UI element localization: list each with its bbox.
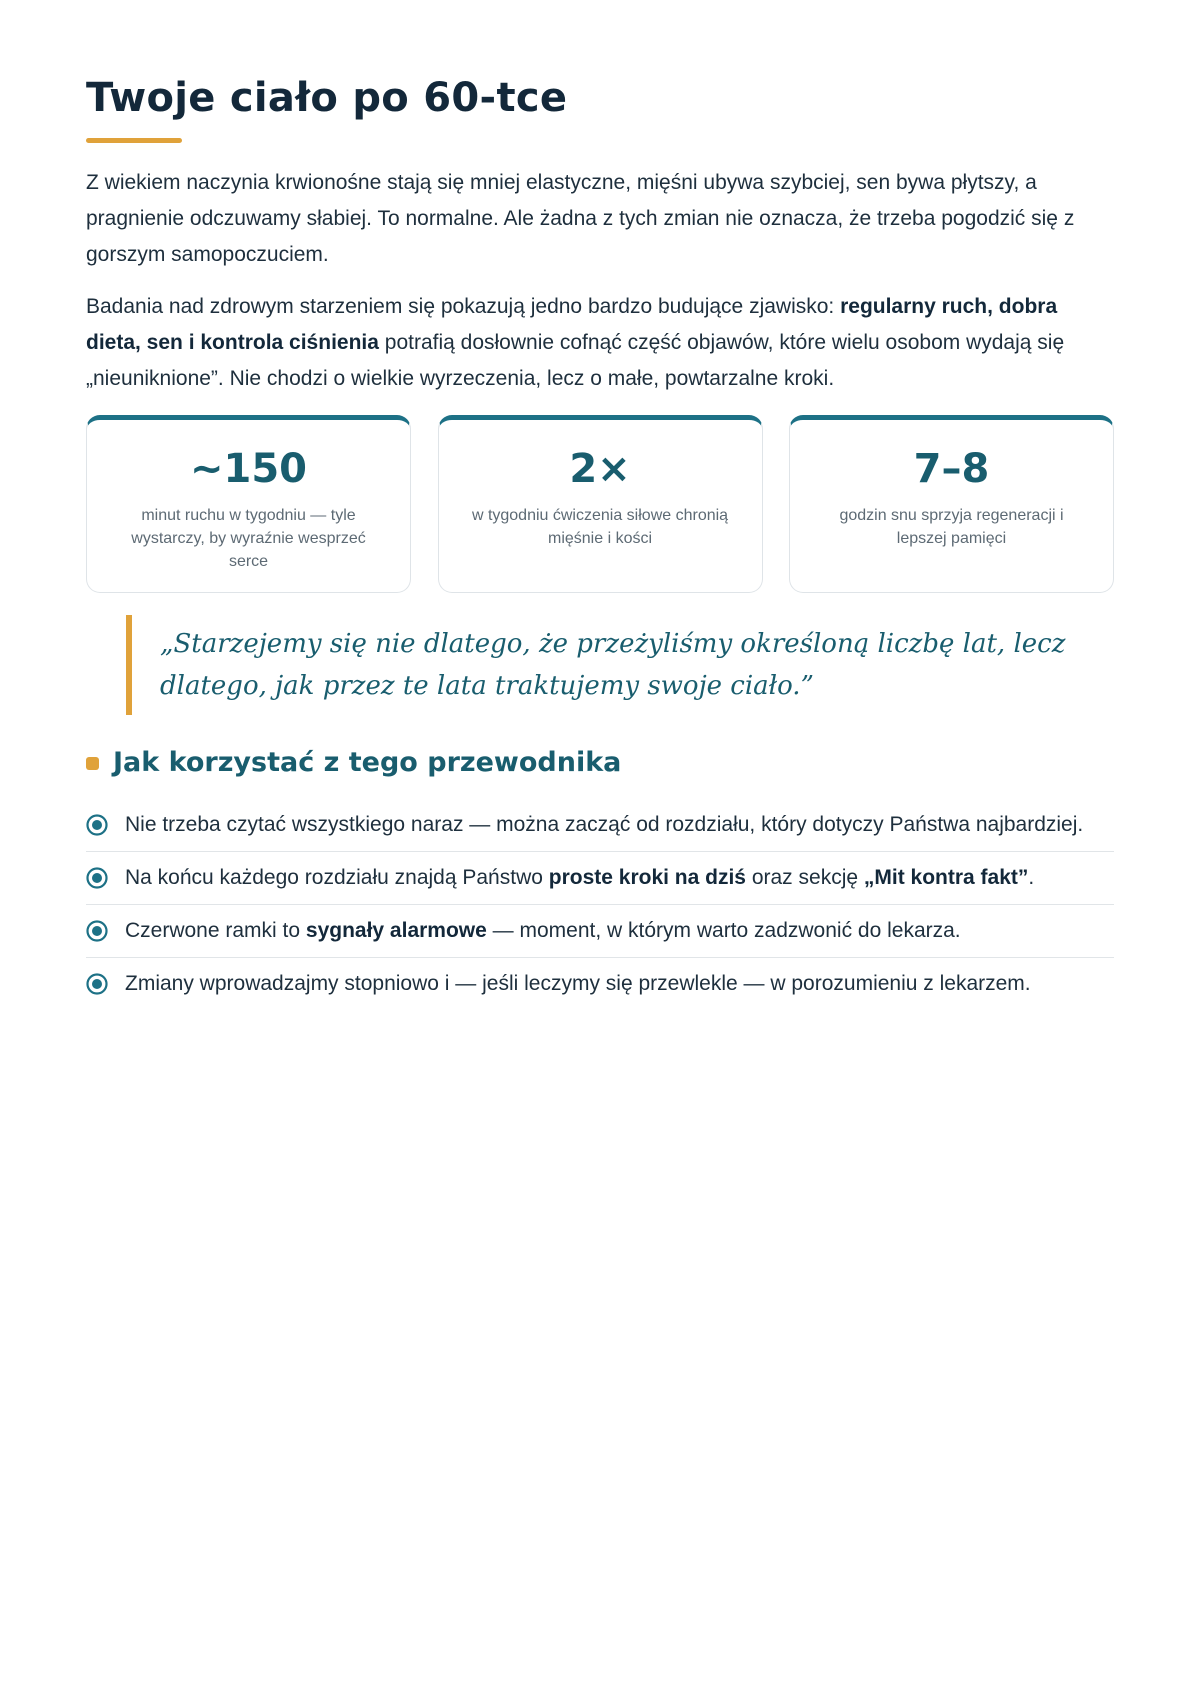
stat-description: minut ruchu w tygodniu — tyle wystarczy, by wyraźnie wesprzeć serce [131, 507, 366, 570]
list-item-text: Czerwone ramki to sygnały alarmowe — moment, w którym warto zadzwonić do lekarza. [125, 919, 961, 942]
stat-description: godzin snu sprzyja regeneracji i lepszej pamięci [839, 507, 1064, 547]
stat-value: ~150 [189, 446, 307, 492]
stat-value: 2× [569, 446, 631, 492]
stat-card [438, 415, 763, 593]
stat-value: 7–8 [913, 446, 990, 492]
list-item-text: Zmiany wprowadzajmy stopniowo i — jeśli leczymy się przewlekle — w porozumieniu z lekarzem. [125, 972, 1031, 995]
stats-row [86, 415, 1114, 593]
list-item [86, 852, 1114, 905]
stat-card [789, 415, 1114, 593]
intro-p2-highlight: regularny ruch, dobra dieta, sen i kontrola ciśnienia [86, 295, 1058, 354]
list-item [86, 799, 1114, 852]
list-item [86, 905, 1114, 958]
square-bullet-icon [86, 757, 99, 770]
section-heading [86, 745, 1114, 781]
list-item-text: Nie trzeba czytać wszystkiego naraz — można zacząć od rozdziału, który dotyczy Państwa najbardziej. [125, 813, 1084, 836]
list-item [86, 958, 1114, 1010]
stat-card [86, 415, 411, 593]
pull-quote: „Starzejemy się nie dlatego, że przeżyliśmy określoną liczbę lat, lecz dlatego, jak przez te lata traktujemy swoje ciało.” [126, 615, 1074, 715]
section-title: Jak korzystać z tego przewodnika [113, 747, 622, 778]
stat-description: w tygodniu ćwiczenia siłowe chronią mięśnie i kości [471, 507, 729, 547]
radio-bullet-icon [86, 920, 108, 942]
intro-paragraph-2 [86, 289, 1114, 397]
list-item-text: Na końcu każdego rozdziału znajdą Państwo proste kroki na dziś oraz sekcję „Mit kontra fakt”. [125, 866, 1035, 889]
guide-list [86, 799, 1114, 1010]
intro-paragraph-1: Z wiekiem naczynia krwionośne stają się mniej elastyczne, mięśni ubywa szybciej, sen bywa płytszy, a pragnienie odczuwamy słabiej. To normalne. Ale żadna z tych zmian nie oznacza, że trzeba pogodzić się z gorszym samopoczuciem. [86, 171, 1075, 266]
radio-bullet-icon [86, 814, 108, 836]
page [86, 0, 1114, 1010]
intro-p2-text-end: potrafią dosłownie cofnąć część objawów, które wielu osobom wydają się „nieuniknione”. Nie chodzi o wielkie wyrzeczenia, lecz o małe, powtarzalne kroki. [86, 331, 1065, 390]
radio-bullet-icon [86, 867, 108, 889]
page-title: Twoje ciało po 60-tce [86, 75, 568, 121]
intro-p2-text: Badania nad zdrowym starzeniem się pokazują jedno bardzo budujące zjawisko: [86, 295, 841, 318]
radio-bullet-icon [86, 973, 108, 995]
title-underline [86, 138, 182, 143]
